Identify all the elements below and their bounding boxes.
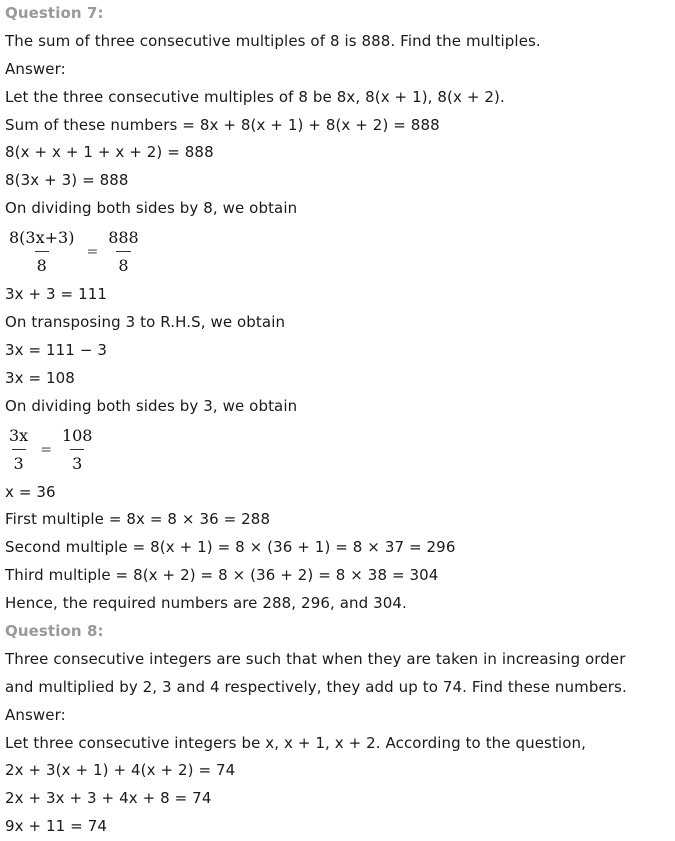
question-8-heading: Question 8: <box>5 622 104 641</box>
q7-line-let: Let the three consecutive multiples of 8 be 8x, 8(x + 1), 8(x + 2). <box>5 87 505 106</box>
question-7-answer-label: Answer: <box>5 59 66 78</box>
q8-line-expand: 2x + 3x + 3 + 4x + 8 = 74 <box>5 789 212 808</box>
q7-line-divide-8: On dividing both sides by 8, we obtain <box>5 199 298 218</box>
q7-line-conclusion: Hence, the required numbers are 288, 296, and 304. <box>5 594 407 613</box>
q7-line-x-value: x = 36 <box>5 482 56 501</box>
q7-line-result-111: 3x + 3 = 111 <box>5 285 108 304</box>
fraction-denominator: 8 <box>35 251 49 277</box>
q7-line-first-multiple: First multiple = 8x = 8 × 36 = 288 <box>5 510 271 529</box>
question-8-answer-label: Answer: <box>5 705 66 724</box>
q8-line-equation: 2x + 3(x + 1) + 4(x + 2) = 74 <box>5 761 236 780</box>
equals-sign: = <box>86 244 99 261</box>
q7-line-second-multiple: Second multiple = 8(x + 1) = 8 × (36 + 1) = 8 × 37 = 296 <box>5 538 456 557</box>
q7-fraction-equation-2 <box>5 421 670 479</box>
fraction-numerator: 3x <box>9 425 29 445</box>
q7-line-result-108: 3x = 108 <box>5 368 75 387</box>
fraction-rhs <box>106 227 141 277</box>
fraction-rhs <box>60 425 95 475</box>
q8-line-simplify: 9x + 11 = 74 <box>5 817 108 836</box>
q7-line-simplify: 8(3x + 3) = 888 <box>5 171 129 190</box>
fraction-numerator: 888 <box>108 228 139 248</box>
fraction-numerator: 108 <box>61 425 93 445</box>
fraction-lhs <box>7 227 76 277</box>
question-8-problem-line-1: Three consecutive integers are such that when they are taken in increasing order <box>5 649 626 668</box>
q7-line-transpose: On transposing 3 to R.H.S, we obtain <box>5 313 286 332</box>
q7-line-divide-3: On dividing both sides by 3, we obtain <box>5 396 298 415</box>
equals-sign: = <box>40 441 52 458</box>
question-8-problem-line-2: and multiplied by 2, 3 and 4 respectively, they add up to 74. Find these numbers. <box>5 677 627 696</box>
q7-line-subtract: 3x = 111 − 3 <box>5 340 108 359</box>
q7-line-sum: Sum of these numbers = 8x + 8(x + 1) + 8(x + 2) = 888 <box>5 115 440 134</box>
q8-line-let: Let three consecutive integers be x, x + 1, x + 2. According to the question, <box>5 733 586 752</box>
question-7-problem: The sum of three consecutive multiples of 8 is 888. Find the multiples. <box>5 31 541 50</box>
q7-line-combine: 8(x + x + 1 + x + 2) = 888 <box>5 143 214 162</box>
solution-page <box>5 0 670 841</box>
fraction-lhs <box>7 425 30 475</box>
q7-fraction-equation-1 <box>5 223 670 281</box>
fraction-numerator: 8(3x+3) <box>9 228 75 248</box>
question-7-heading: Question 7: <box>5 4 104 22</box>
fraction-denominator: 3 <box>12 449 26 475</box>
fraction-denominator: 3 <box>70 449 84 475</box>
q7-line-third-multiple: Third multiple = 8(x + 2) = 8 × (36 + 2) = 8 × 38 = 304 <box>5 566 439 585</box>
fraction-denominator: 8 <box>116 251 130 277</box>
